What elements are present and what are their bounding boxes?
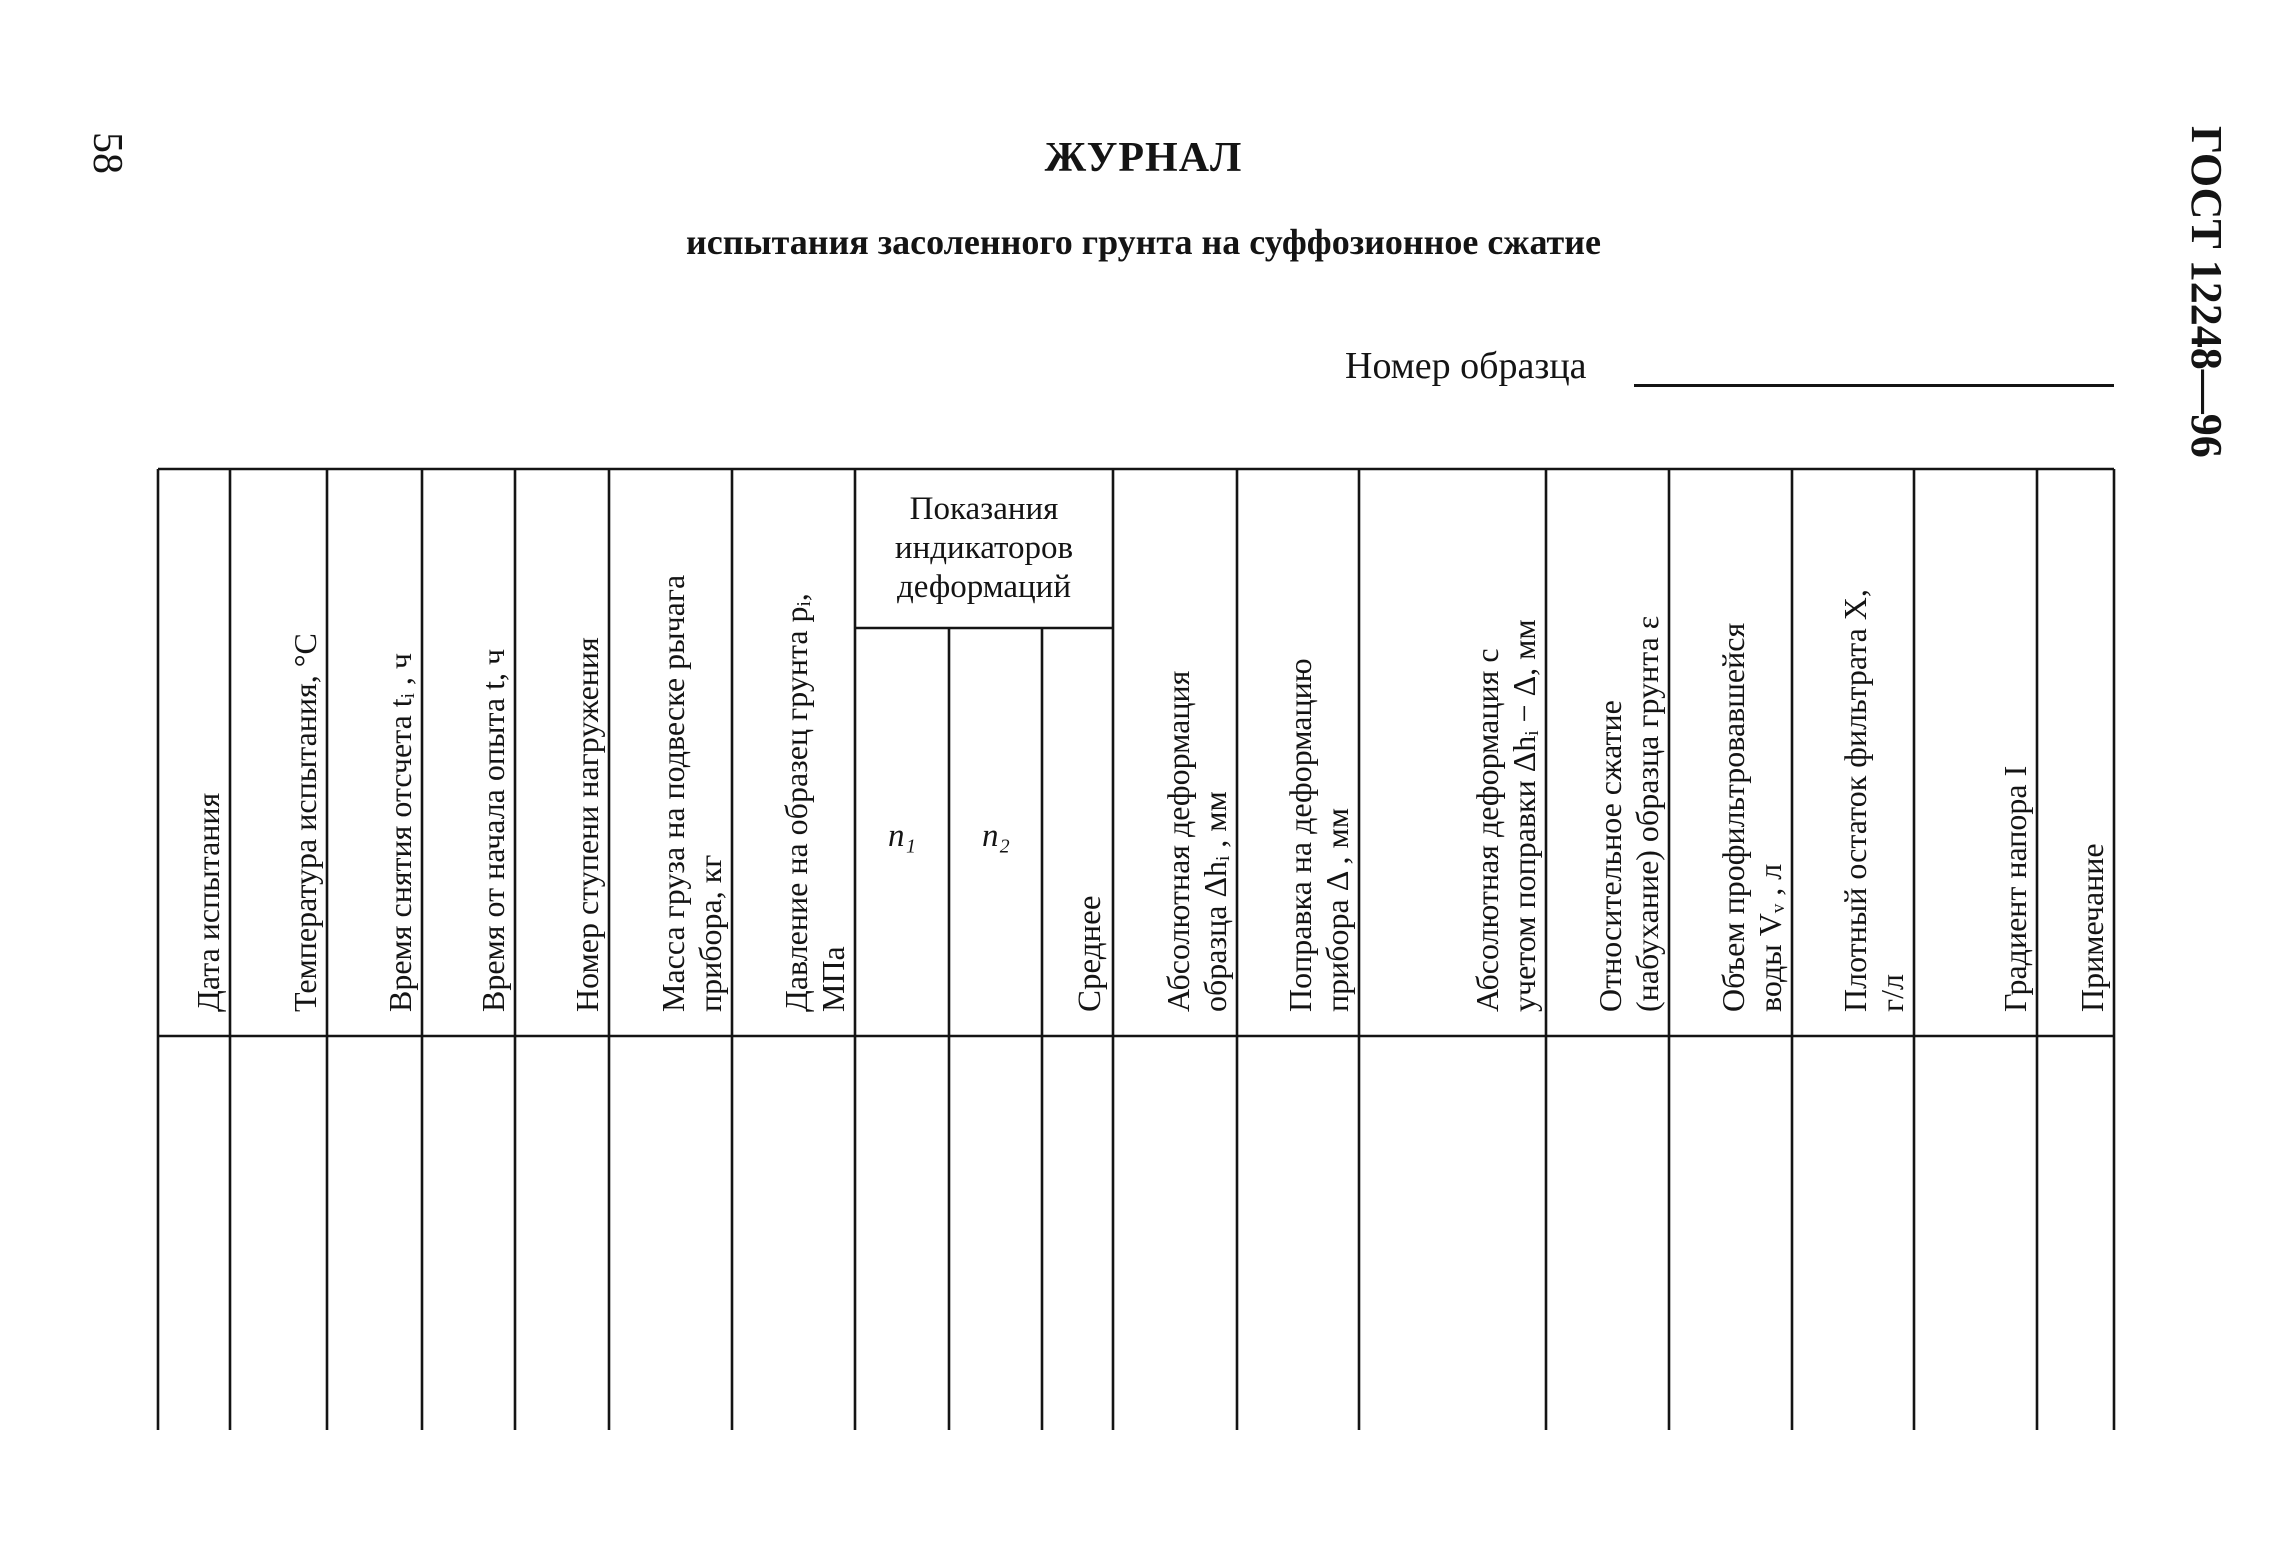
document-title: ЖУРНАЛ bbox=[1044, 135, 1243, 181]
subheader-average bbox=[1044, 632, 1110, 1012]
subheader-average-text: Среднее bbox=[1072, 895, 1109, 1012]
col-load-mass bbox=[613, 492, 730, 1012]
standard-code-text: ГОСТ 12248—96 bbox=[2182, 126, 2231, 458]
column-header-line: Объем профильтровавшейся bbox=[1714, 622, 1751, 1012]
column-header-line: Время снятия отсчета tᵢ , ч bbox=[382, 653, 419, 1012]
col-note bbox=[2041, 492, 2112, 1012]
column-header-line: Примечание bbox=[2074, 843, 2111, 1012]
col-corrected-deformation bbox=[1363, 492, 1544, 1012]
subheader-n1: n₁ bbox=[888, 818, 916, 854]
col-absolute-deformation bbox=[1117, 492, 1235, 1012]
column-header-line: Время от начала опыта t, ч bbox=[475, 648, 512, 1012]
column-header-line: Дата испытания bbox=[190, 792, 227, 1012]
col-test-date bbox=[162, 492, 228, 1012]
column-header-line: Давление на образец грунта pᵢ, bbox=[777, 593, 814, 1012]
column-header-line: Относительное сжатие bbox=[1591, 700, 1628, 1012]
document-subtitle: испытания засоленного грунта на суффозионное сжатие bbox=[686, 222, 1601, 262]
indicator-group-line: Показания bbox=[909, 491, 1059, 527]
indicator-group-header bbox=[855, 490, 1113, 607]
subheader-n2: n₂ bbox=[982, 818, 1010, 854]
indicator-group-line: деформаций bbox=[896, 568, 1071, 605]
column-header-line: Масса груза на подвеске рычага bbox=[654, 574, 691, 1012]
column-header-line: Плотный остаток фильтрата X, bbox=[1836, 589, 1873, 1012]
sample-number-label: Номер образца bbox=[1345, 345, 1587, 387]
col-elapsed-time bbox=[426, 492, 513, 1012]
indicator-group-line: индикаторов bbox=[894, 529, 1074, 566]
column-header-line: Абсолютная деформация с bbox=[1468, 648, 1505, 1012]
col-test-temperature bbox=[234, 492, 325, 1012]
column-header-line: МПа bbox=[815, 946, 852, 1012]
column-header-line: Поправка на деформацию bbox=[1281, 658, 1318, 1012]
col-relative-compression bbox=[1550, 492, 1667, 1012]
column-header-line: образца Δhᵢ , мм bbox=[1197, 791, 1234, 1012]
column-header-line: (набухание) образца грунта ε bbox=[1629, 615, 1666, 1012]
col-head-gradient bbox=[1918, 492, 2035, 1012]
column-header-line: прибора, кг bbox=[692, 854, 729, 1012]
col-pressure bbox=[736, 492, 853, 1012]
column-header-line: Абсолютная деформация bbox=[1159, 670, 1196, 1012]
column-header-line: воды Vᵥ , л bbox=[1752, 863, 1789, 1012]
col-filtered-volume bbox=[1673, 492, 1790, 1012]
col-device-correction bbox=[1241, 492, 1357, 1012]
column-header-line: прибора Δ , мм bbox=[1319, 807, 1356, 1012]
col-reading-time bbox=[331, 492, 420, 1012]
column-header-line: Градиент напора I bbox=[1997, 765, 2034, 1012]
column-header-line: учетом поправки Δhᵢ − Δ, мм bbox=[1506, 619, 1543, 1012]
col-dry-residue bbox=[1796, 492, 1912, 1012]
column-header-line: Температура испытания, °С bbox=[287, 633, 324, 1012]
column-header-line: г/л bbox=[1874, 974, 1911, 1012]
column-header-line: Номер ступени нагружения bbox=[569, 637, 606, 1012]
page-number: 58 bbox=[84, 132, 130, 174]
col-load-step bbox=[519, 492, 607, 1012]
